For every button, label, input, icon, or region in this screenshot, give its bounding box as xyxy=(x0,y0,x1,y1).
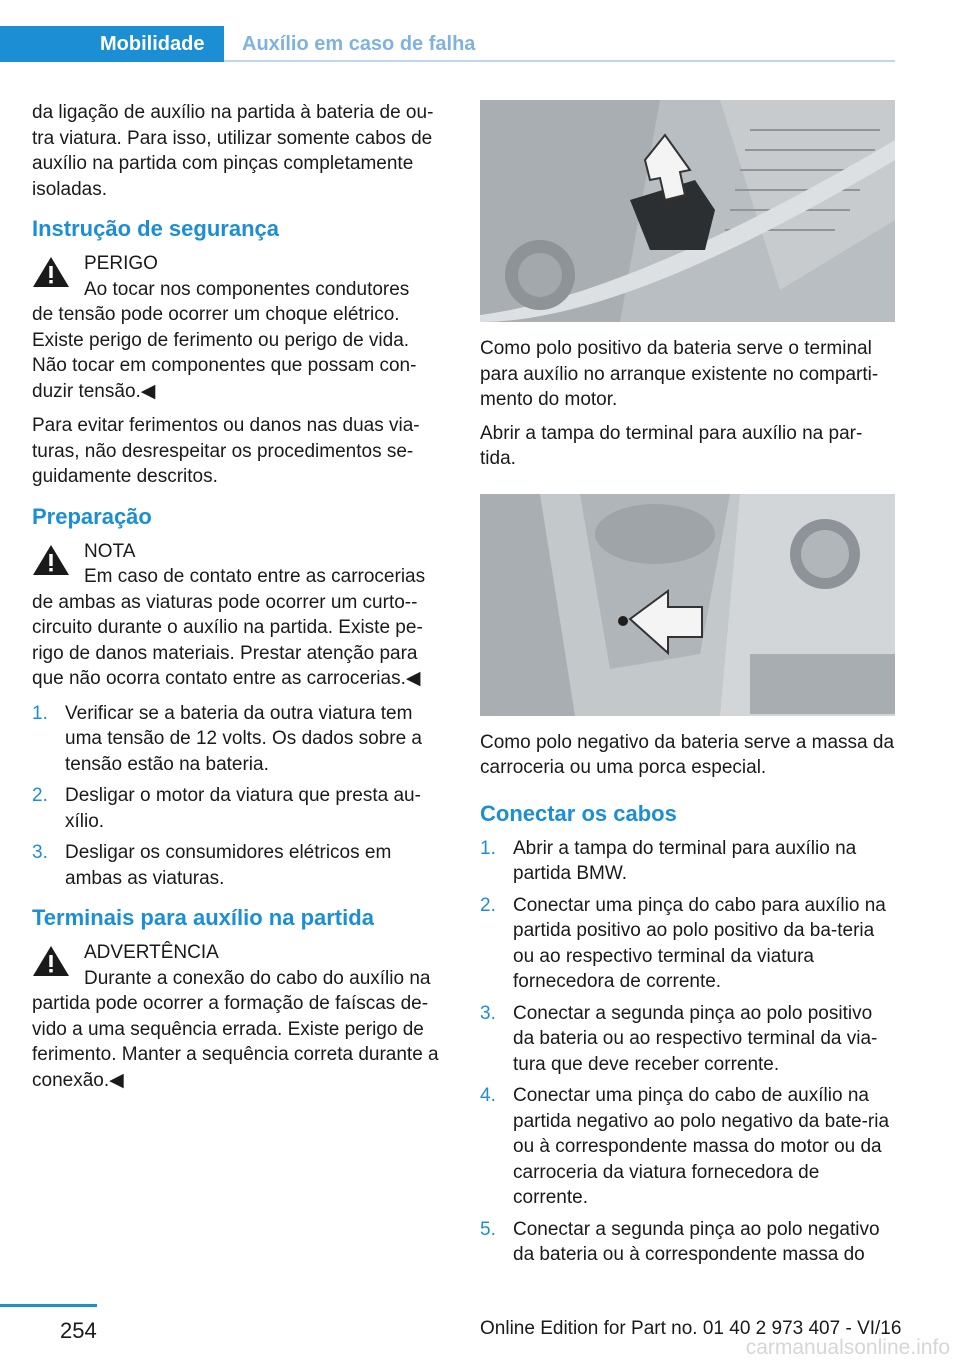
footer-divider xyxy=(0,1304,97,1307)
online-edition-note: Online Edition for Part no. 01 40 2 973 407 - VI/16 xyxy=(480,1318,902,1339)
engine-bay-positive-terminal-image xyxy=(480,100,895,322)
paragraph: Como polo negativo da bateria serve a massa da carroceria ou uma porca especial. xyxy=(480,731,895,778)
paragraph: Abrir a tampa do terminal para auxílio na par-tida. xyxy=(480,422,863,469)
left-column xyxy=(32,100,448,1102)
preparation-steps xyxy=(32,701,448,892)
warning-text-first: Em caso de contato entre as carrocerias xyxy=(84,566,426,587)
right-column xyxy=(480,100,896,1276)
paragraph: Como polo positivo da bateria serve o terminal para auxílio no arranque existente no comparti-mento do motor. xyxy=(480,338,879,410)
list-item: 2. Desligar o motor da viatura que presta au-xílio. xyxy=(32,785,421,832)
warning-caution xyxy=(32,940,448,1093)
warning-label: PERIGO xyxy=(84,253,158,274)
list-item: 4. Conectar uma pinça do cabo de auxílio na partida negativo ao polo negativo da bate-ria ou à correspondente massa do motor ou da carroceria da viatura fornecedora de corrente. xyxy=(480,1085,890,1208)
warning-text-first: Ao tocar nos componentes condutores xyxy=(84,278,410,300)
engine-photo-illustration xyxy=(480,494,895,716)
warning-text-first: Durante a conexão do cabo do auxílio na xyxy=(84,967,431,989)
warning-triangle-icon xyxy=(32,944,70,978)
tab-mobilidade[interactable]: Mobilidade xyxy=(0,26,224,62)
page-header xyxy=(0,26,895,62)
engine-photo-illustration xyxy=(480,100,895,322)
list-item: 3. Desligar os consumidores elétricos em ambas as viaturas. xyxy=(32,842,392,889)
warning-text-rest: de tensão pode ocorrer um choque elétrico. Existe perigo de ferimento ou perigo de vida. Não tocar em componentes que possam con-duzir tensão.◀ xyxy=(32,304,417,402)
list-item: 2. Conectar uma pinça do cabo para auxílio na partida positivo ao polo positivo da ba-teria ou ao respectivo terminal da viatura fornecedora de corrente. xyxy=(480,894,886,992)
list-item: 3. Conectar a segunda pinça ao polo positivo da bateria ou ao respectivo terminal da via-tura que deve receber corrente. xyxy=(480,1002,878,1075)
warning-label: ADVERTÊNCIA xyxy=(84,942,219,963)
section-title-preparation: Preparação xyxy=(32,503,152,529)
connect-steps xyxy=(480,836,896,1268)
warning-danger xyxy=(32,251,448,404)
section-title-terminals: Terminais para auxílio na partida xyxy=(32,905,374,930)
list-item: 5. Conectar a segunda pinça ao polo negativo da bateria ou à correspondente massa do xyxy=(480,1218,880,1265)
warning-text-rest: de ambas as viaturas pode ocorrer um curto--circuito durante o auxílio na partida. Existe pe-rigo de danos materiais. Prestar atenção para que não ocorra contato entre as carrocerias.◀ xyxy=(32,591,423,689)
paragraph: Para evitar ferimentos ou danos nas duas via-turas, não desrespeitar os procedimentos se-guidamente descritos. xyxy=(32,415,420,487)
section-title-safety: Instrução de segurança xyxy=(32,216,279,241)
section-title-connect-cables: Conectar os cabos xyxy=(480,800,677,826)
list-item: 1. Verificar se a bateria da outra viatura tem uma tensão de 12 volts. Os dados sobre a tensão estão na bateria. xyxy=(32,702,422,775)
engine-bay-negative-terminal-image xyxy=(480,494,895,716)
warning-note xyxy=(32,539,448,692)
tab-auxilio[interactable]: Auxílio em caso de falha xyxy=(242,33,476,55)
page-number: 254 xyxy=(60,1318,97,1343)
list-item: 1. Abrir a tampa do terminal para auxílio na partida BMW. xyxy=(480,837,857,884)
warning-triangle-icon xyxy=(32,543,70,577)
warning-triangle-icon xyxy=(32,255,70,289)
watermark: carmanualsonline.info xyxy=(745,1336,950,1359)
warning-text-rest: partida pode ocorrer a formação de faíscas de-vido a uma sequência errada. Existe perigo de ferimento. Manter a sequência correta durante a conexão.◀ xyxy=(32,993,439,1091)
header-divider xyxy=(224,60,895,62)
intro-paragraph: da ligação de auxílio na partida à bateria de ou-tra viatura. Para isso, utilizar somente cabos de auxílio na partida com pinças completamente isoladas. xyxy=(32,102,434,200)
warning-label: NOTA xyxy=(84,540,136,562)
